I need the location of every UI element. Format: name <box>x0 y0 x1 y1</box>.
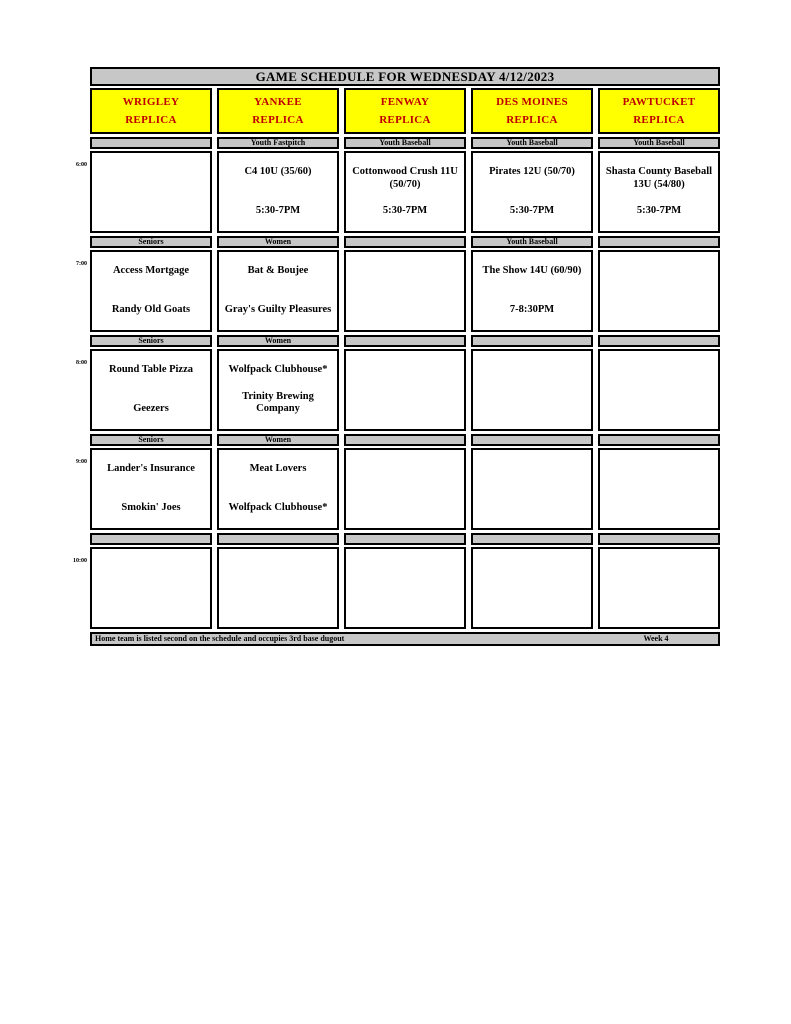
game-cell <box>90 349 212 431</box>
field-name: PAWTUCKET <box>622 96 696 108</box>
home-team-or-time: Smokin' Joes <box>121 502 181 514</box>
division-label: Youth Fastpitch <box>217 137 339 149</box>
division-band-row-1 <box>90 236 720 248</box>
field-header-1 <box>217 88 339 134</box>
game-row-4 <box>73 547 720 629</box>
visitor-team: Cottonwood Crush 11U (50/70) <box>352 166 458 190</box>
division-label <box>90 533 212 545</box>
division-label <box>344 236 466 248</box>
game-cell <box>90 151 212 233</box>
division-label <box>471 434 593 446</box>
game-cell <box>598 151 720 233</box>
game-cell <box>471 349 593 431</box>
game-cell <box>217 448 339 530</box>
division-band-row-4 <box>90 533 720 545</box>
game-cell <box>471 547 593 629</box>
game-cell <box>598 547 720 629</box>
game-cell <box>217 349 339 431</box>
game-cell <box>217 547 339 629</box>
division-label: Women <box>217 335 339 347</box>
division-label: Youth Baseball <box>598 137 720 149</box>
home-team-or-time: 5:30-7PM <box>255 205 301 217</box>
field-subtitle: REPLICA <box>125 114 177 126</box>
field-subtitle: REPLICA <box>379 114 431 126</box>
field-header-row <box>90 88 720 134</box>
visitor-team: Meat Lovers <box>249 463 307 474</box>
game-cell <box>471 250 593 332</box>
game-cell <box>217 151 339 233</box>
division-band-row-0 <box>90 137 720 149</box>
visitor-team: C4 10U (35/60) <box>244 166 312 177</box>
division-label <box>344 335 466 347</box>
division-label <box>471 533 593 545</box>
time-label: 7:00 <box>76 261 87 267</box>
division-label <box>598 236 720 248</box>
visitor-team: Wolfpack Clubhouse* <box>228 364 328 375</box>
visitor-team: Round Table Pizza <box>108 364 194 375</box>
game-cell <box>471 151 593 233</box>
field-header-3 <box>471 88 593 134</box>
visitor-team: Bat & Boujee <box>247 265 309 276</box>
visitor-team: Shasta County Baseball 13U (54/80) <box>605 166 713 190</box>
home-team-or-time: 7-8:30PM <box>509 304 555 316</box>
division-label: Seniors <box>90 335 212 347</box>
division-label: Women <box>217 236 339 248</box>
home-team-or-time: 5:30-7PM <box>382 205 428 217</box>
division-label <box>598 335 720 347</box>
game-cell <box>90 448 212 530</box>
field-subtitle: REPLICA <box>633 114 685 126</box>
field-name: FENWAY <box>380 96 430 108</box>
home-team-or-time: 5:30-7PM <box>636 205 682 217</box>
footer-note: Home team is listed second on the schedule and occupies 3rd base dugout <box>95 634 345 643</box>
field-subtitle: REPLICA <box>506 114 558 126</box>
game-row-0 <box>76 151 720 233</box>
division-label <box>90 137 212 149</box>
division-label <box>217 533 339 545</box>
division-band-row-2 <box>90 335 720 347</box>
division-label: Youth Baseball <box>471 236 593 248</box>
time-label: 6:00 <box>76 162 87 168</box>
division-label <box>344 434 466 446</box>
division-band-row-3 <box>90 434 720 446</box>
field-name: DES MOINES <box>496 96 568 108</box>
schedule-rows <box>73 137 720 629</box>
visitor-team: Access Mortgage <box>112 265 190 276</box>
game-cell <box>344 151 466 233</box>
field-name: YANKEE <box>254 96 302 108</box>
visitor-team: Pirates 12U (50/70) <box>489 166 575 177</box>
home-team-or-time: Trinity Brewing Company <box>242 390 314 415</box>
visitor-team: Lander's Insurance <box>107 463 195 474</box>
field-header-4 <box>598 88 720 134</box>
home-team-or-time: Geezers <box>133 403 169 415</box>
game-cell <box>217 250 339 332</box>
home-team-or-time: Randy Old Goats <box>111 304 191 316</box>
game-row-1 <box>76 250 720 332</box>
game-cell <box>471 448 593 530</box>
game-row-3 <box>76 448 720 530</box>
time-label: 8:00 <box>76 360 87 366</box>
time-label: 9:00 <box>76 459 87 465</box>
field-header-0 <box>90 88 212 134</box>
home-team-or-time: Gray's Guilty Pleasures <box>224 304 332 316</box>
division-label: Seniors <box>90 434 212 446</box>
game-cell <box>344 547 466 629</box>
field-header-2 <box>344 88 466 134</box>
field-name: WRIGLEY <box>122 96 180 108</box>
game-row-2 <box>76 349 720 431</box>
visitor-team: The Show 14U (60/90) <box>482 265 582 276</box>
game-cell <box>598 250 720 332</box>
schedule-title: GAME SCHEDULE FOR WEDNESDAY 4/12/2023 <box>90 67 720 86</box>
game-cell <box>344 250 466 332</box>
game-cell <box>90 250 212 332</box>
home-team-or-time: Wolfpack Clubhouse* <box>228 502 328 514</box>
game-cell <box>598 349 720 431</box>
home-team-or-time: 5:30-7PM <box>509 205 555 217</box>
field-subtitle: REPLICA <box>252 114 304 126</box>
division-label: Youth Baseball <box>344 137 466 149</box>
footer-bar <box>90 632 720 646</box>
game-cell <box>90 547 212 629</box>
game-cell <box>344 448 466 530</box>
division-label: Youth Baseball <box>471 137 593 149</box>
division-label: Women <box>217 434 339 446</box>
division-label <box>471 335 593 347</box>
division-label <box>598 434 720 446</box>
game-schedule-sheet <box>73 67 720 646</box>
game-cell <box>598 448 720 530</box>
week-label: Week 4 <box>643 634 669 643</box>
division-label: Seniors <box>90 236 212 248</box>
division-label <box>344 533 466 545</box>
game-cell <box>344 349 466 431</box>
division-label <box>598 533 720 545</box>
time-label: 10:00 <box>73 558 87 564</box>
